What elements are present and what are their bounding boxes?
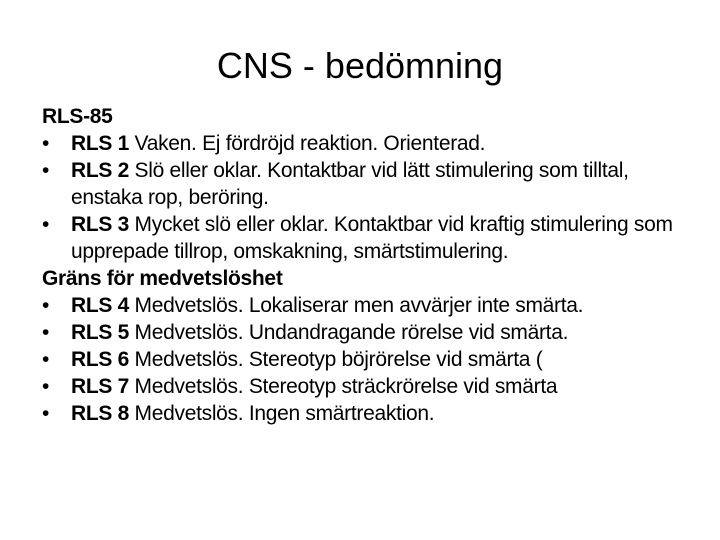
- bullet-icon: •: [42, 132, 50, 155]
- rls-code: RLS 8: [71, 402, 130, 425]
- slide-title: CNS - bedömning: [216, 45, 504, 86]
- bullet-icon: •: [42, 402, 50, 425]
- rls-code: RLS 5: [71, 321, 130, 344]
- list-item-rls5: [42, 319, 702, 346]
- rls-code: RLS 1: [71, 132, 130, 155]
- list-item-rls7: [42, 373, 702, 400]
- bullet-icon: •: [42, 348, 50, 371]
- list-item-rls4: [42, 292, 702, 319]
- rls-description: Vaken. Ej fördröjd reaktion. Orienterad.: [129, 132, 486, 155]
- rls-code: RLS 6: [71, 348, 130, 371]
- rls-description: Medvetslös. Ingen smärtreaktion.: [129, 402, 435, 425]
- rls-list-unconscious: [42, 292, 702, 427]
- rls-code: RLS 3: [71, 213, 130, 236]
- rls-list-conscious: [42, 130, 702, 265]
- list-item-rls3: [42, 211, 702, 265]
- rls-code: RLS 2: [71, 159, 130, 182]
- rls-description: Mycket slö eller oklar. Kontaktbar vid kraftig stimulering som upprepade tillrop, omskakning, smärtstimulering.: [71, 213, 673, 263]
- bullet-icon: •: [42, 213, 50, 236]
- list-item-rls1: [42, 130, 702, 157]
- rls-description: Medvetslös. Stereotyp sträckrörelse vid smärta: [129, 375, 558, 398]
- rls-description: Slö eller oklar. Kontaktbar vid lätt stimulering som tilltal, enstaka rop, beröring.: [71, 159, 629, 209]
- rls-description: Medvetslös. Lokaliserar men avvärjer inte smärta.: [129, 294, 584, 317]
- list-item-rls6: [42, 346, 702, 373]
- list-item-rls2: [42, 157, 702, 211]
- list-item-rls8: [42, 400, 702, 427]
- rls-code: RLS 4: [71, 294, 130, 317]
- bullet-icon: •: [42, 321, 50, 344]
- section-heading-rls85: RLS-85: [42, 105, 113, 128]
- bullet-icon: •: [42, 375, 50, 398]
- rls-description: Medvetslös. Stereotyp böjrörelse vid smärta (: [129, 348, 543, 371]
- bullet-icon: •: [42, 159, 50, 182]
- slide-content: [42, 103, 702, 427]
- section-heading-unconscious: Gräns för medvetslöshet: [42, 267, 283, 290]
- rls-description: Medvetslös. Undandragande rörelse vid smärta.: [129, 321, 569, 344]
- rls-code: RLS 7: [71, 375, 130, 398]
- bullet-icon: •: [42, 294, 50, 317]
